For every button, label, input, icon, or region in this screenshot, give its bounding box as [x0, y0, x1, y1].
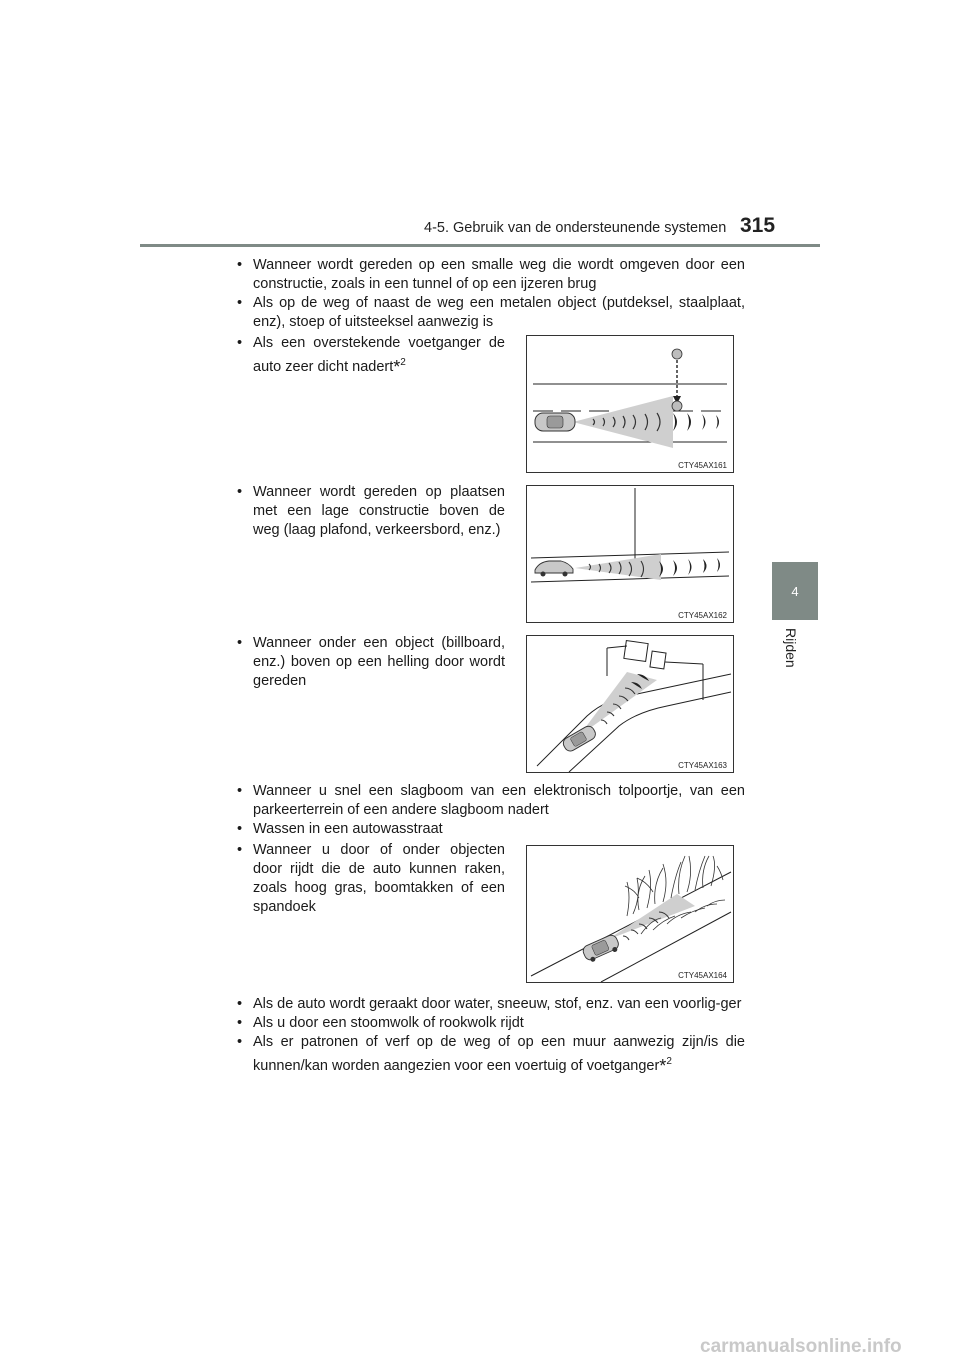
- list-item: • Wanneer wordt gereden op een smalle weg die wordt omgeven door een constructie, zoals in een tunnel of op een ijzeren brug: [237, 256, 745, 294]
- figure-billboard-slope: [526, 635, 734, 773]
- bullet-fig1: [237, 334, 505, 377]
- figure-pedestrian-crossing: [526, 335, 734, 473]
- tall-grass-illustration: [527, 846, 733, 982]
- list-item-text: Als een overstekende voetganger de auto zeer dicht nadert: [253, 335, 505, 375]
- list-item: • Wanneer wordt gereden op plaatsen met een lage constructie boven de weg (laag plafond, verkeersbord, enz.): [237, 483, 505, 540]
- bullet-list-middle: [237, 782, 745, 839]
- list-item: [237, 1033, 745, 1076]
- list-item: • Wanneer u snel een slagboom van een elektronisch tolpoortje, van een parkeerterrein of een andere slagboom nadert: [237, 782, 745, 820]
- chapter-number: 4: [791, 584, 799, 599]
- low-structure-illustration: [527, 486, 733, 622]
- chapter-tab: [772, 562, 818, 620]
- bullet-list-top: [237, 256, 745, 332]
- note-marker: *: [659, 1056, 667, 1076]
- figure-tall-grass: [526, 845, 734, 983]
- list-item: • Als op de weg of naast de weg een metalen object (putdeksel, staalplaat, enz), stoep of uitsteeksel aanwezig is: [237, 294, 745, 332]
- watermark: carmanualsonline.info: [700, 1336, 902, 1357]
- figure-code: CTY45AX162: [678, 611, 727, 620]
- bullet-fig3: [237, 634, 505, 691]
- chapter-label-text: Rijden: [783, 628, 799, 668]
- billboard-slope-illustration: [527, 636, 733, 772]
- bullet-fig4: [237, 841, 505, 917]
- section-title: 4-5. Gebruik van de ondersteunende systemen: [424, 220, 727, 236]
- list-item: [237, 334, 505, 377]
- list-item: • Wassen in een autowasstraat: [237, 820, 745, 839]
- figure-low-structure: [526, 485, 734, 623]
- pedestrian-crossing-illustration: [527, 336, 733, 472]
- list-item: • Wanneer u door of onder objecten door rijdt die de auto kunnen raken, zoals hoog gras, boomtakken of een spandoek: [237, 841, 505, 917]
- header-rule: [140, 244, 820, 247]
- figure-code: CTY45AX163: [678, 761, 727, 770]
- chapter-label: [785, 628, 801, 688]
- figure-code: CTY45AX161: [678, 461, 727, 470]
- page-number: 315: [740, 214, 776, 237]
- list-item: • Als u door een stoomwolk of rookwolk rijdt: [237, 1014, 745, 1033]
- list-item-text: Als er patronen of verf op de weg of op een muur aanwezig zijn/is die kunnen/kan worden aangezien voor een voertuig of voetganger: [253, 1034, 745, 1074]
- figure-code: CTY45AX164: [678, 971, 727, 980]
- note-number: 2: [666, 1056, 672, 1067]
- note-marker: *: [393, 357, 401, 377]
- list-item: • Als de auto wordt geraakt door water, sneeuw, stof, enz. van een voorlig-ger: [237, 995, 745, 1014]
- bullet-list-bottom: [237, 995, 745, 1076]
- bullet-fig2: [237, 483, 505, 540]
- list-item: • Wanneer onder een object (billboard, enz.) boven op een helling door wordt gereden: [237, 634, 505, 691]
- note-number: 2: [400, 357, 406, 368]
